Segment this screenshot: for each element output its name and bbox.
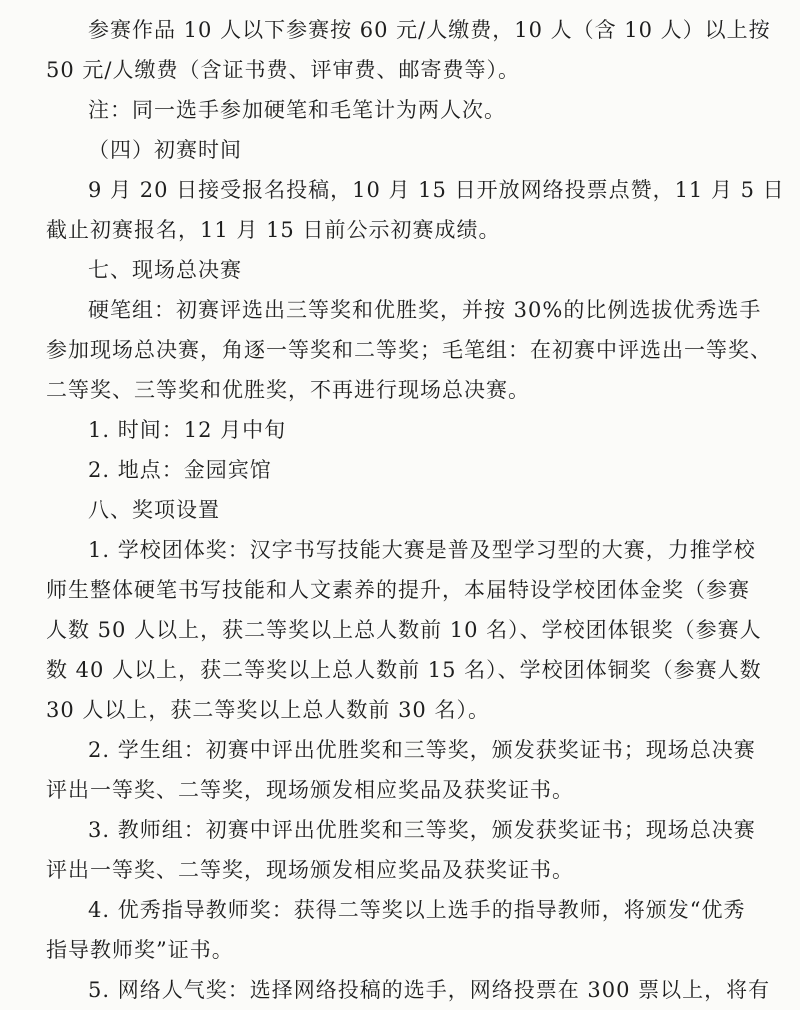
award-3-line-1: 3. 教师组：初赛中评出优胜奖和三等奖，颁发获奖证书；现场总决赛 <box>88 818 756 842</box>
final-place-line: 2. 地点：金园宾馆 <box>88 458 272 482</box>
section-4-title: （四）初赛时间 <box>88 138 242 162</box>
time-line-2: 截止初赛报名，11 月 15 日前公示初赛成绩。 <box>46 218 501 242</box>
award-1-line-5: 30 人以上，获二等奖以上总人数前 30 名）。 <box>46 698 490 722</box>
award-1-line-1: 1. 学校团体奖：汉字书写技能大赛是普及型学习型的大赛，力推学校 <box>88 538 756 562</box>
award-1-line-2: 师生整体硬笔书写技能和人文素养的提升，本届特设学校团体金奖（参赛 <box>46 578 750 602</box>
final-line-3: 二等奖、三等奖和优胜奖，不再进行现场总决赛。 <box>46 378 530 402</box>
section-7-title: 七、现场总决赛 <box>88 258 242 282</box>
fee-line-1: 参赛作品 10 人以下参赛按 60 元/人缴费，10 人（含 10 人）以上按 <box>88 18 771 42</box>
award-2-line-1: 2. 学生组：初赛中评出优胜奖和三等奖，颁发获奖证书；现场总决赛 <box>88 738 756 762</box>
note-line: 注：同一选手参加硬笔和毛笔计为两人次。 <box>88 98 506 122</box>
final-line-2: 参加现场总决赛，角逐一等奖和二等奖；毛笔组：在初赛中评选出一等奖、 <box>46 338 772 362</box>
section-8-title: 八、奖项设置 <box>88 498 220 522</box>
final-time-line: 1. 时间：12 月中旬 <box>88 418 287 442</box>
award-4-line-1: 4. 优秀指导教师奖：获得二等奖以上选手的指导教师，将颁发“优秀 <box>88 898 746 922</box>
award-1-line-3: 人数 50 人以上，获二等奖以上总人数前 10 名）、学校团体银奖（参赛人 <box>46 618 762 642</box>
award-1-line-4: 数 40 人以上，获二等奖以上总人数前 15 名）、学校团体铜奖（参赛人数 <box>46 658 762 682</box>
award-4-line-2: 指导教师奖”证书。 <box>46 938 234 962</box>
time-line-1: 9 月 20 日接受报名投稿，10 月 15 日开放网络投票点赞，11 月 5 日 <box>88 178 785 202</box>
award-2-line-2: 评出一等奖、二等奖，现场颁发相应奖品及获奖证书。 <box>46 778 574 802</box>
award-3-line-2: 评出一等奖、二等奖，现场颁发相应奖品及获奖证书。 <box>46 858 574 882</box>
award-5-line-1: 5. 网络人气奖：选择网络投稿的选手，网络投票在 300 票以上，将有 <box>88 978 771 1002</box>
final-line-1: 硬笔组：初赛评选出三等奖和优胜奖，并按 30%的比例选拔优秀选手 <box>88 298 762 322</box>
fee-line-2: 50 元/人缴费（含证书费、评审费、邮寄费等）。 <box>46 58 520 82</box>
